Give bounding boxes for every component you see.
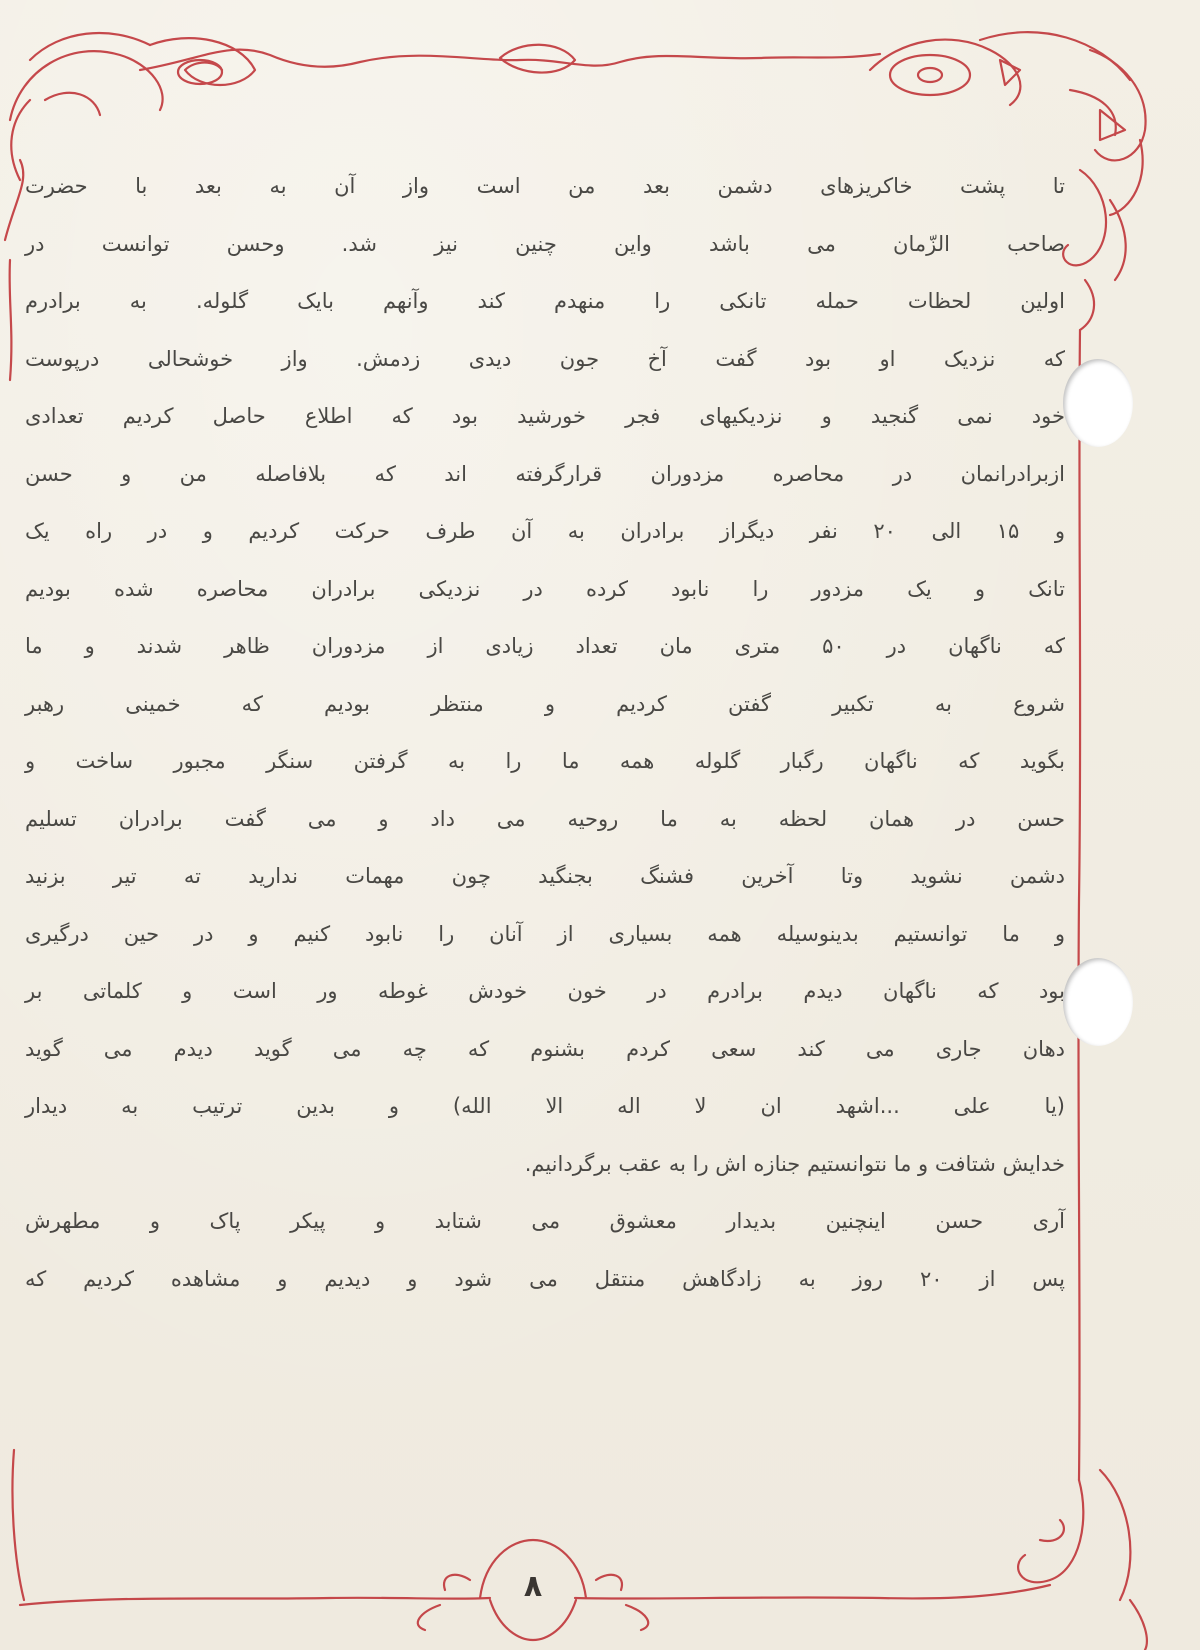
text-line: خدایش شتافت و ما نتوانستیم جنازه اش را به عقب برگردانیم. (524, 1151, 1065, 1176)
page-number: ۸ (523, 1569, 543, 1604)
binder-hole-top (1063, 359, 1133, 447)
text-line: بگوید که ناگهان رگبار گلوله همه ما را به گرفتن سنگر مجبور ساخت و (25, 749, 1065, 773)
text-line: حسن در همان لحظه به ما روحیه می داد و می گفت برادران تسلیم (25, 806, 1065, 831)
text-line: دهان جاری می کند سعی کردم بشنوم که چه می گوید دیدم می گوید (25, 1036, 1065, 1061)
text-line: تانک و یک مزدور را نابود کرده در نزدیکی برادران محاصره شده بودیم (25, 576, 1065, 601)
text-line: تا پشت خاکریزهای دشمن بعد من است واز آن به بعد با حضرت (25, 174, 1065, 198)
text-line: اولین لحظات حمله تانکی را منهدم کند وآنهم بایک گلوله. به برادرم (25, 289, 1065, 313)
text-line: و ۱۵ الی ۲۰ نفر دیگراز برادران به آن طرف حرکت کردیم و در راه یک (25, 519, 1065, 543)
text-line: شروع به تکبیر گفتن کردیم و منتظر بودیم که خمینی رهبر (25, 691, 1065, 716)
text-line: که ناگهان در ۵۰ متری مان تعداد زیادی از مزدوران ظاهر شدند و ما (25, 634, 1065, 658)
text-line: (یا علی ...اشهد ان لا اله الا الله) و بدین ترتیب به دیدار (25, 1094, 1065, 1118)
text-line: ازبرادرانمان در محاصره مزدوران قرارگرفته اند که بلافاصله من و حسن (25, 461, 1065, 486)
body-text (25, 158, 1065, 1308)
text-line: بود که ناگهان دیدم برادرم در خون خودش غوطه ور است و کلماتی بر (25, 979, 1065, 1003)
text-line: دشمن نشوید وتا آخرین فشنگ بجنگید چون مهمات ندارید ته تیر بزنید (25, 864, 1065, 888)
binder-hole-bottom (1063, 958, 1133, 1046)
text-line: خود نمی گنجید و نزدیکیهای فجر خورشید بود که اطلاع حاصل کردیم تعدادی (25, 404, 1065, 428)
text-line: که نزدیک او بود گفت آخ جون دیدی زدمش. واز خوشحالی درپوست (25, 346, 1065, 371)
text-line: پس از ۲۰ روز به زادگاهش منتقل می شود و دیدیم و مشاهده کردیم که (25, 1266, 1066, 1291)
text-line: آری حسن اینچنین بدیدار معشوق می شتابد و پیکر پاک و مطهرش (25, 1209, 1065, 1233)
text-line: صاحب الزّمان می باشد واین چنین نیز شد. وحسن توانست در (25, 231, 1065, 256)
text-line: و ما توانستیم بدینوسیله همه بسیاری از آنان را نابود کنیم و در حین درگیری (25, 921, 1065, 946)
